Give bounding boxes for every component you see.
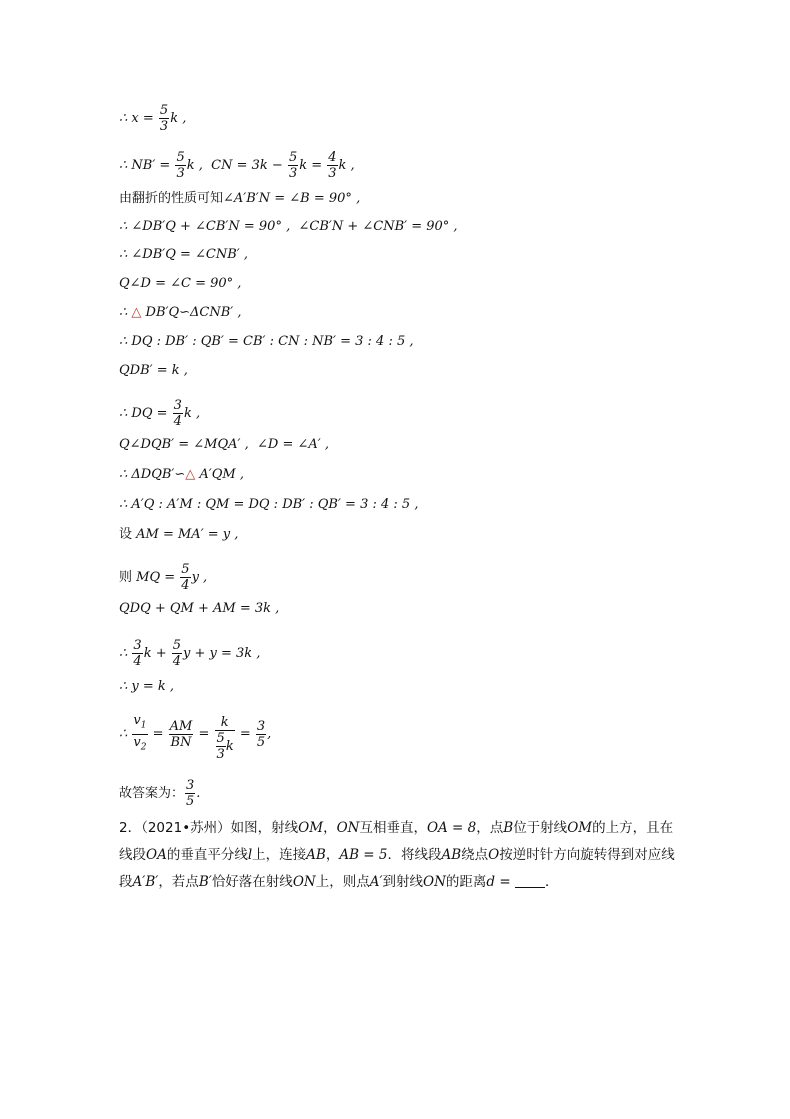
solution-line-13: ∴ A′Q : A′M : QM = DQ : DB′ : QB′ = 3 : 4 : 5 , [119, 497, 419, 512]
solution-line-2: ∴ NB′ = $\frac{5}{3}$ k , CN = 3k − $\frac{5}{3}$ k = $\frac{4}{3}$ k , [119, 150, 355, 181]
solution-line-5: ∴ ∠DB′Q = ∠CNB′ , [119, 247, 249, 262]
solution-line-9: QDB′ = k , [119, 363, 188, 378]
solution-line-14: 设 AM = MA′ = y , [119, 527, 239, 542]
solution-line-7: ∴ △ DB′Q∽ΔCNB′ , [119, 305, 242, 320]
solution-line-17: ∴ $\frac{3}{4}$ k + $\frac{5}{4}$ y + y = 3k , [119, 638, 261, 669]
solution-line-8: ∴ DQ : DB′ : QB′ = CB′ : CN : NB′ = 3 : 4 : 5 , [119, 334, 414, 349]
solution-line-16: QDQ + QM + AM = 3k , [119, 601, 280, 616]
answer-line: 故答案为： $\frac{3}{5}$ . [119, 778, 201, 809]
solution-line-1: ∴ x = $\frac{5}{3}$ k , [119, 103, 187, 134]
solution-line-6: Q∠D = ∠C = 90° , [119, 276, 242, 291]
answer-blank [515, 887, 545, 888]
solution-line-12: ∴ ΔDQB′∽△ A′QM , [119, 467, 244, 482]
solution-line-10: ∴ DQ = $\frac{3}{4}$ k , [119, 398, 201, 429]
solution-line-19: ∴ $\frac{v_1}{v_2}$ = $\frac{AM}{BN}$ = k $\frac{5}{3}$ k = $\frac{3}{5}$ , [119, 713, 272, 762]
solution-line-3: 由翻折的性质可知∠A′B′N = ∠B = 90° , [119, 191, 361, 206]
solution-line-18: ∴ y = k , [119, 679, 175, 694]
problem-2: 2．（2021•苏州）如图，射线OM，ON互相垂直，OA = 8，点B位于射线OM的上方，且在线段OA的垂直平分线l上，连接AB，AB = 5．将线段AB绕点O按逆时针方向旋转得到对应线段A′B′，若点B′恰好落在射线ON上，则点A′到射线ON的距离d = ． [119, 820, 675, 890]
solution-line-11: Q∠DQB′ = ∠MQA′ , ∠D = ∠A′ , [119, 437, 329, 452]
solution-line-15: 则 MQ = $\frac{5}{4}$ y , [119, 562, 208, 593]
solution-line-4: ∴ ∠DB′Q + ∠CB′N = 90° , ∠CB′N + ∠CNB′ = 90° , [119, 219, 458, 234]
